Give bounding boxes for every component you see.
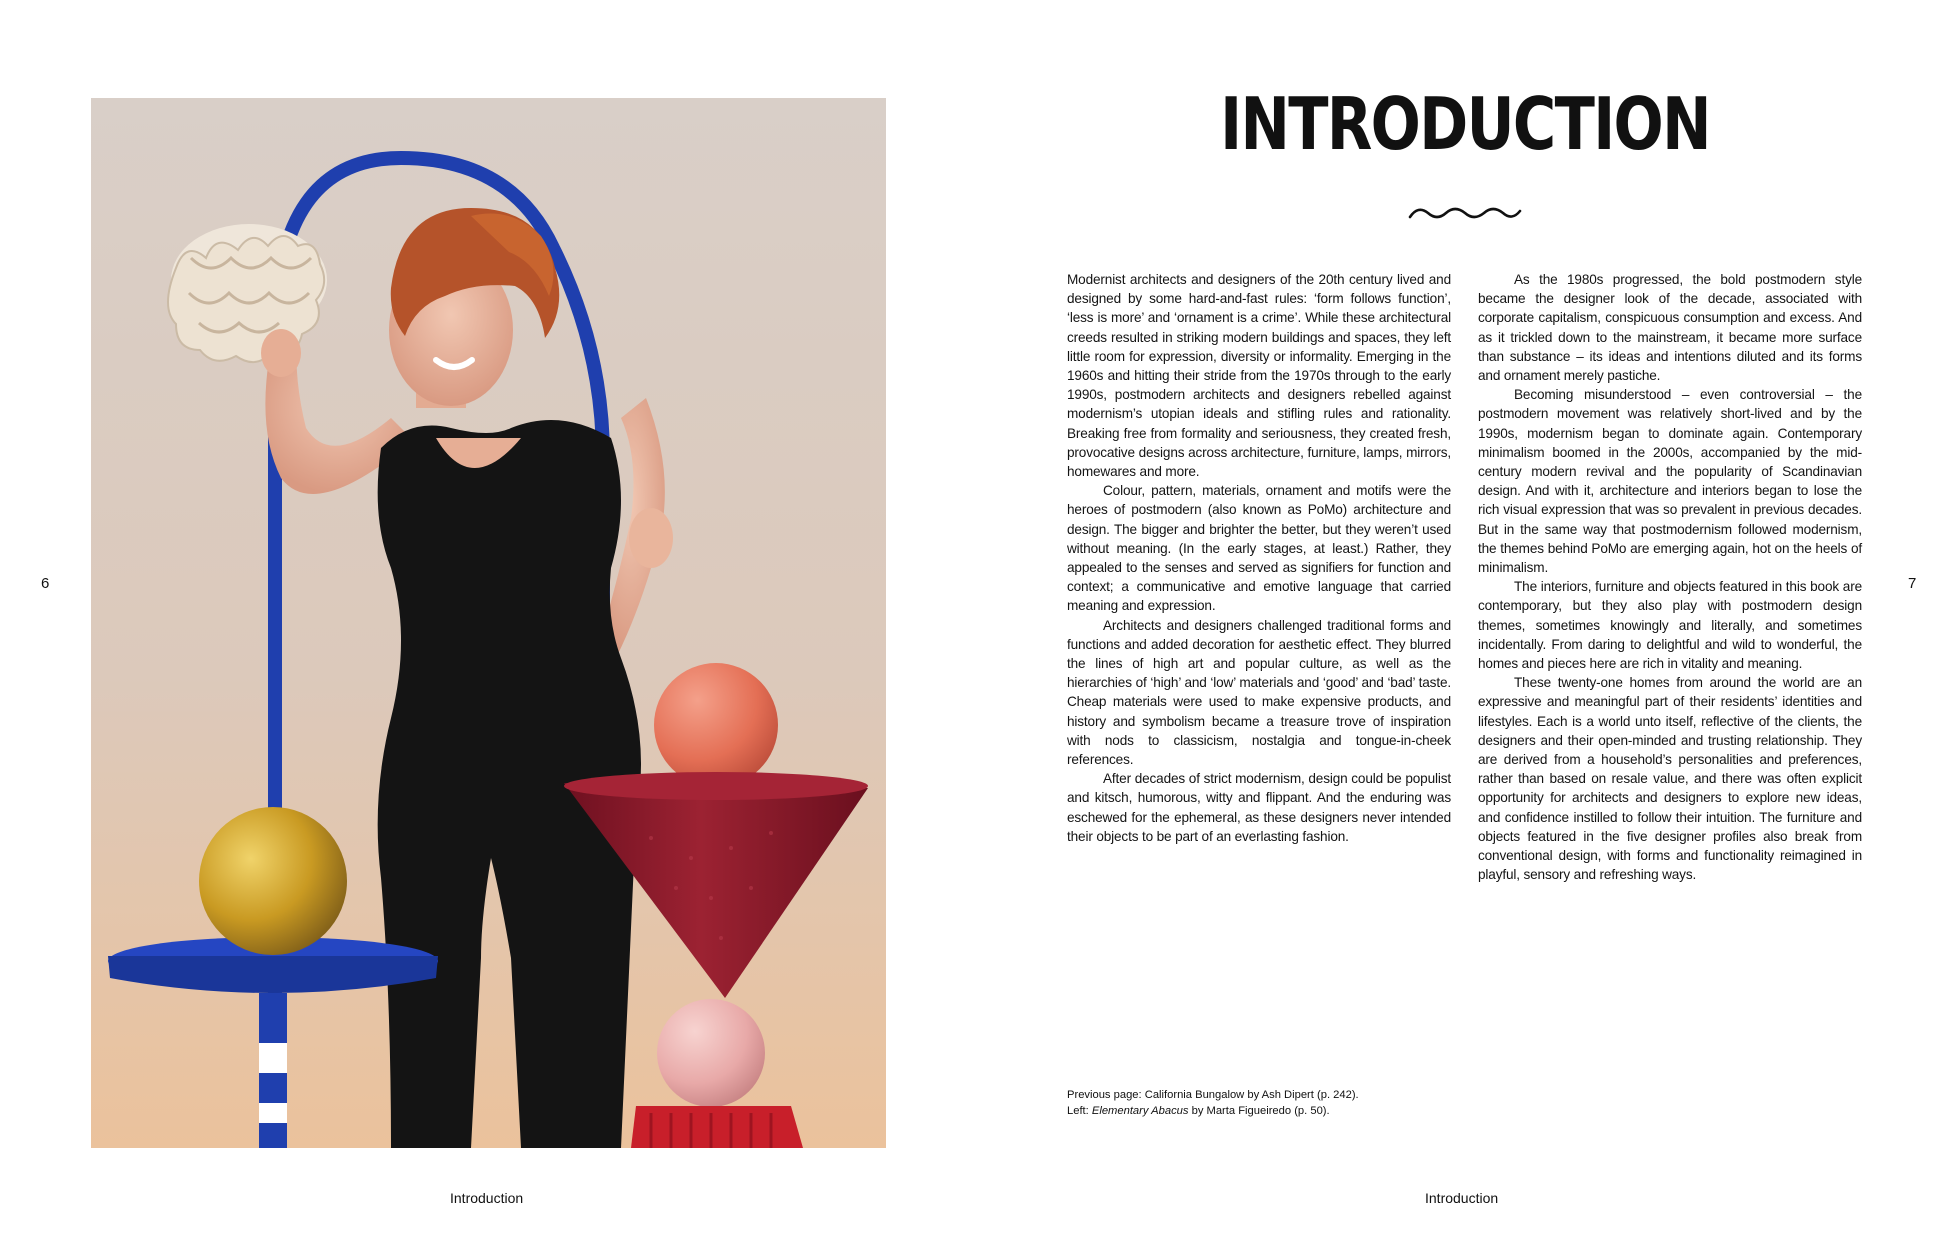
image-caption (1067, 1088, 1359, 1119)
paragraph: Colour, pattern, materials, ornament and motifs were the heroes of postmodern (also known as PoMo) architecture and design. The bigger and brighter the better, but they weren’t used without meaning. (In the early stages, at least.) Rather, they appealed to the senses and served as signifiers for function and context; a communicative and emotive language that carried meaning and expression. (1067, 483, 1451, 614)
body-column-left (1067, 270, 1451, 846)
right-page-number: 7 (1908, 575, 1917, 592)
paragraph: Architects and designers challenged traditional forms and functions and added decoration for aesthetic effect. They blurred the lines of high art and popular culture, as well as the hierarchies of ‘high’ and ‘low’ materials and ‘good’ and ‘bad’ taste. Cheap materials were used to make expensive products, and history and symbolism became a treasure trove of inspiration with nods to classicism, nostalgia and tongue-in-cheek references. (1067, 617, 1451, 768)
photo-illustration (91, 98, 886, 1148)
body-column-right (1478, 270, 1862, 885)
paragraph: The interiors, furniture and objects featured in this book are contemporary, but they also play with postmodern design themes, sometimes knowingly and literally, and sometimes incidentally. From daring to delightful and wild to wonderful, the homes and pieces here are rich in vitality and meaning. (1478, 579, 1862, 672)
paragraph: Modernist architects and designers of the 20th century lived and designed by some hard-and-fast rules: ‘form follows function’, ‘less is more’ and ‘ornament is a crime’. While these architectural creeds resulted in striking modern buildings and spaces, they left little room for expression, diversity or informality. Emerging in the 1960s and hitting their stride from the 1970s through to the early 1990s, postmodern architects and designers rebelled against modernism’s utopian ideals and stifling rules and rationality. Breaking free from formality and seriousness, they created fresh, provocative designs across architecture, furniture, lamps, mirrors, homewares and more. (1067, 272, 1451, 480)
left-page-number: 6 (41, 575, 50, 592)
page-title: INTRODUCTION (1220, 82, 1710, 166)
wave-squiggle-icon (1408, 203, 1522, 223)
photo-elementary-abacus (91, 98, 886, 1148)
paragraph: These twenty-one homes from around the world are an expressive and meaningful part of their residents’ identities and lifestyles. Each is a world unto itself, reflective of the clients, the designers and their open-minded and trusting relationship. They are derived from a household’s personalities and preferences, rather than based on resale value, and there was often explicit opportunity for architects and designers to explore new ideas, and confidence instilled to follow their intuition. The furniture and objects featured in the five designer profiles also break from conventional design, with forms and functionality reimagined in playful, sensory and refreshing ways. (1478, 675, 1862, 883)
caption-suffix: by Marta Figueiredo (p. 50). (1188, 1104, 1330, 1117)
caption-prefix: Left: (1067, 1104, 1092, 1117)
paragraph: After decades of strict modernism, design could be populist and kitsch, humorous, witty and flippant. And the enduring was eschewed for the ephemeral, as these designers never intended their objects to be part of an everlasting fashion. (1067, 771, 1451, 844)
left-running-footer: Introduction (450, 1190, 524, 1206)
paragraph: Becoming misunderstood – even controversial – the postmodern movement was relatively short-lived and by the 1990s, modernism began to dominate again. Contemporary minimalism boomed in the 2000s, accompanied by the mid-century modern revival and the popularity of Scandinavian design. And with it, architecture and interiors began to lose the rich visual expression that was so prevalent in previous decades. But in the same way that postmodernism followed modernism, the themes behind PoMo are emerging again, hot on the heels of minimalism. (1478, 387, 1862, 576)
caption-line-left (1067, 1104, 1359, 1120)
paragraph: As the 1980s progressed, the bold postmodern style became the designer look of the decade, associated with corporate capitalism, conspicuous consumption and excess. And as it trickled down to the mainstream, it became more surface than substance – its ideas and intentions diluted and its forms and ornament merely pastiche. (1478, 272, 1862, 384)
caption-work-title: Elementary Abacus (1091, 1104, 1189, 1117)
right-running-footer: Introduction (1425, 1190, 1499, 1206)
caption-line-previous-page: Previous page: California Bungalow by Ash Dipert (p. 242). (1067, 1089, 1359, 1101)
